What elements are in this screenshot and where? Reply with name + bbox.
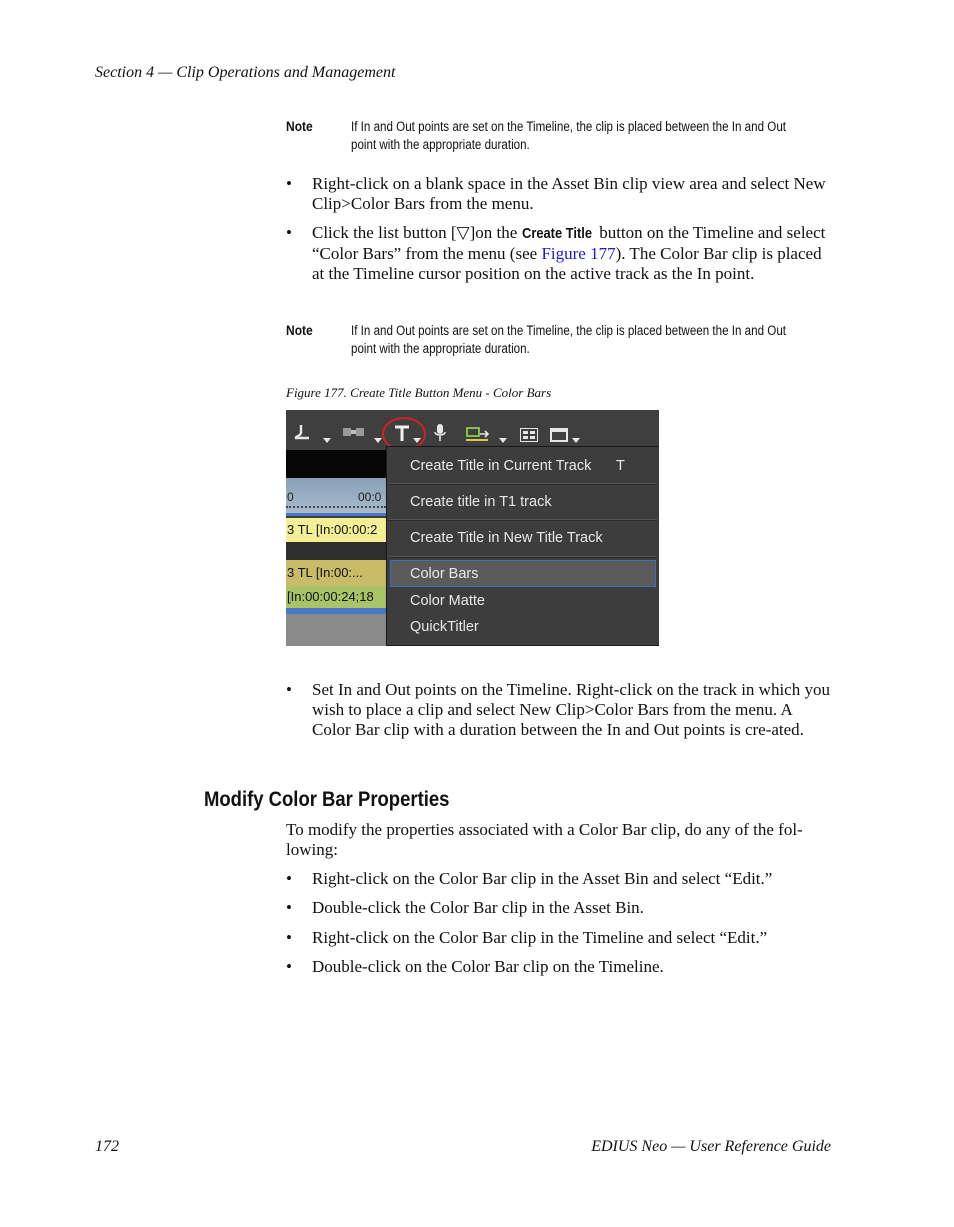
chevron-down-icon[interactable] [572,438,580,443]
note-text: If In and Out points are set on the Timeline, the clip is placed between the In and Out point with the appropriate duration. [351,323,786,356]
ruler-label: 00:0 [358,490,382,504]
create-title-menu [386,446,659,646]
split-icon[interactable] [292,424,312,442]
figure-screenshot [286,410,659,646]
chevron-down-icon[interactable] [323,438,331,443]
note-label: Note [286,118,313,134]
menu-item-color-bars[interactable]: Color Bars [410,566,479,582]
window-icon[interactable] [550,426,570,444]
bullet-marker: • [286,223,292,242]
note-text: If In and Out points are set on the Timeline, the clip is placed between the In and Out point with the appropriate duration. [351,119,786,152]
bullet-text-part: Click the list button [▽]on the [312,223,522,242]
bullet-text: Set In and Out points on the Timeline. Right-click on the track in which you wish to place a clip and select New Clip>Color Bars from the menu. A Color Bar clip with a duration between the In and Out points is cre-ated. [312,680,830,739]
bullet-text-part: button on the Timeline and select “Color Bars” from the menu (see [312,223,826,263]
list-item: Right-click on the Color Bar clip in the Asset Bin and select “Edit.” [312,869,773,888]
bullet-text-part: ). The Color Bar clip is placed at the Timeline cursor position on the active track as the In point. [312,244,822,283]
menu-item-create-title-new-track[interactable]: Create Title in New Title Track [410,530,603,546]
track-label: 3 TL [In:00:... [287,565,363,580]
track-label: [In:00:00:24;18 [287,589,374,604]
bullet-marker: • [286,957,292,976]
track-label: 3 TL [In:00:00:2 [287,522,378,537]
menu-shortcut: T [616,458,625,474]
bullet-marker: • [286,869,292,888]
list-item: Right-click on the Color Bar clip in the Timeline and select “Edit.” [312,928,768,947]
section-heading: Modify Color Bar Properties [204,788,450,811]
list-item: Double-click the Color Bar clip in the Asset Bin. [312,898,644,917]
page-number: 172 [95,1138,119,1155]
bullet-marker: • [286,174,292,193]
footer-title: EDIUS Neo — User Reference Guide [591,1138,831,1155]
menu-item-quicktitler[interactable]: QuickTitler [410,619,479,635]
ruler-label: 0 [287,490,294,504]
layout-icon[interactable] [520,426,538,444]
note-label: Note [286,322,313,338]
menu-separator [389,483,657,485]
bullet-marker: • [286,898,292,917]
menu-separator [389,556,657,558]
figure-link[interactable]: Figure 177 [541,244,616,263]
timeline-toolbar [286,410,659,450]
list-item: Double-click on the Color Bar clip on the Timeline. [312,957,664,976]
export-icon[interactable] [466,426,490,444]
bullet-text [312,223,832,284]
chevron-down-icon[interactable] [374,438,382,443]
section-intro: To modify the properties associated with a Color Bar clip, do any of the fol-lowing: [286,820,803,859]
trim-icon[interactable] [342,424,366,442]
menu-item-create-title-current-track[interactable]: Create Title in Current Track [410,458,592,474]
bullet-marker: • [286,680,292,699]
create-title-button-name: Create Title [521,225,592,242]
menu-separator [389,519,657,521]
menu-item-color-matte[interactable]: Color Matte [410,593,485,609]
figure-caption: Figure 177. Create Title Button Menu - Color Bars [286,385,552,400]
microphone-icon[interactable] [433,424,447,442]
chevron-down-icon[interactable] [499,438,507,443]
bullet-text: Right-click on a blank space in the Asset Bin clip view area and select New Clip>Color Bars from the menu. [312,174,826,213]
menu-item-create-title-t1[interactable]: Create title in T1 track [410,494,552,510]
bullet-marker: • [286,928,292,947]
running-header: Section 4 — Clip Operations and Management [95,64,396,81]
